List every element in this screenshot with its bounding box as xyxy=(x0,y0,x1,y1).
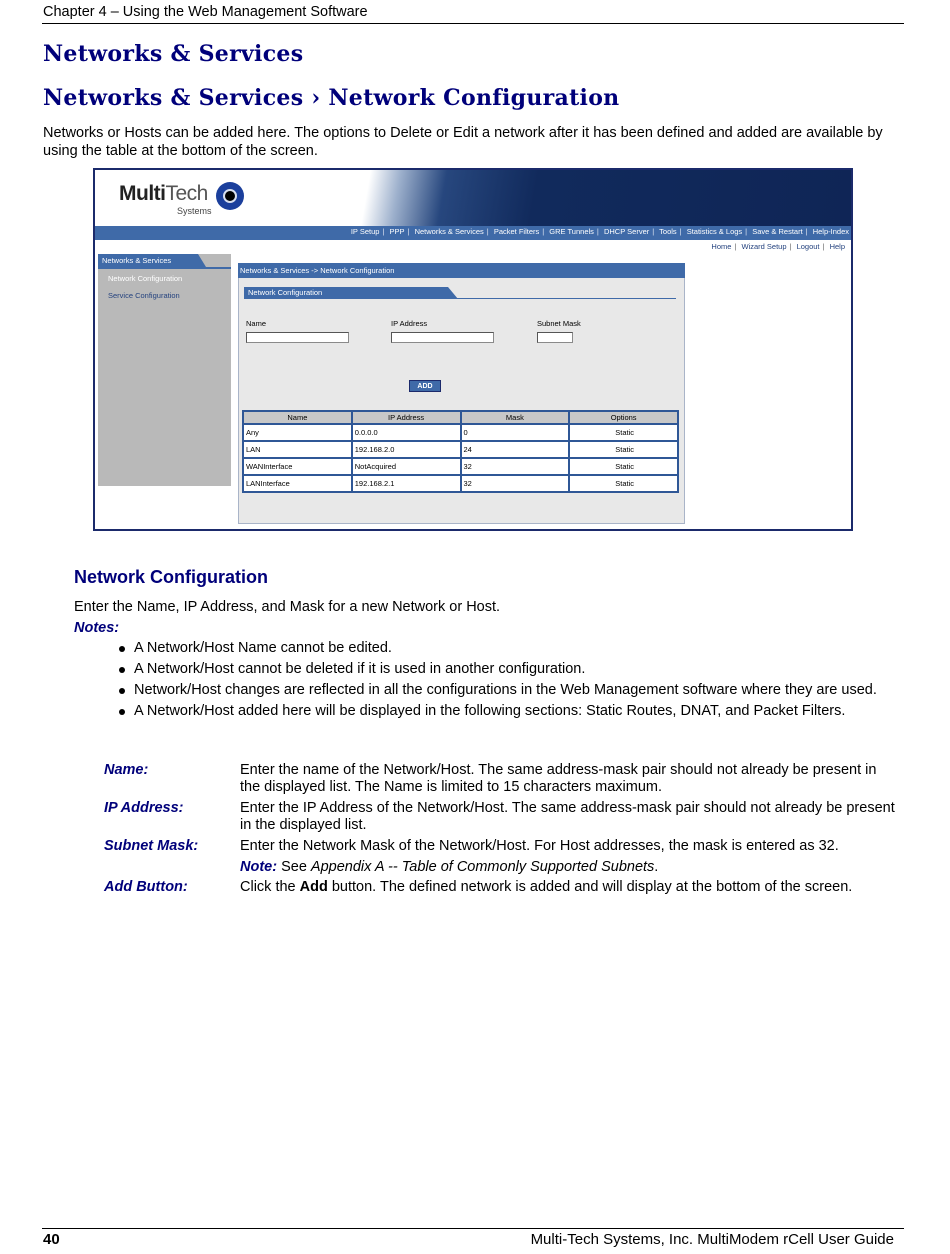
subnet-mask-input[interactable] xyxy=(537,332,573,343)
table-row xyxy=(243,458,678,475)
definition-name: Enter the name of the Network/Host. The same address-mask pair should not already be present in the displayed list. The Name is limited to 15 characters maximum. xyxy=(240,762,877,795)
sidebar-tab[interactable]: Networks & Services xyxy=(98,254,198,267)
sidebar xyxy=(98,254,231,486)
section-underline xyxy=(244,298,676,299)
term-subnet-mask: Subnet Mask: xyxy=(104,838,199,854)
cell-options[interactable]: Static xyxy=(569,475,678,492)
cell-name: LAN xyxy=(243,441,352,458)
page-heading: Networks & Services xyxy=(43,41,304,67)
term-add-button: Add Button: xyxy=(104,879,188,895)
name-input[interactable] xyxy=(246,332,349,343)
cell-mask: 0 xyxy=(461,424,570,441)
col-options-header: Options xyxy=(569,411,678,424)
cell-mask: 32 xyxy=(461,475,570,492)
logo: MultiTech xyxy=(119,182,208,205)
sidebar-divider xyxy=(98,267,231,269)
sidebar-tab-edge xyxy=(198,254,206,267)
footer-rule xyxy=(42,1228,904,1229)
logo-subtitle: Systems xyxy=(177,206,212,216)
subnav-home[interactable]: Home xyxy=(711,242,732,251)
sidebar-item-service-configuration[interactable]: Service Configuration xyxy=(108,291,180,300)
appendix-reference: Appendix A -- Table of Commonly Supported Subnets xyxy=(310,859,655,875)
nav-dhcp-server[interactable]: DHCP Server xyxy=(603,227,650,236)
app-banner xyxy=(95,170,851,226)
table-row xyxy=(243,441,678,458)
footer-title: Multi-Tech Systems, Inc. MultiModem rCell User Guide xyxy=(530,1231,894,1248)
panel-title: Networks & Services -> Network Configuration xyxy=(238,263,685,278)
add-button[interactable]: ADD xyxy=(409,380,441,392)
nav-save-restart[interactable]: Save & Restart xyxy=(752,227,803,236)
definition-subnet-mask: Enter the Network Mask of the Network/Host. For Host addresses, the mask is entered as 32. xyxy=(240,838,839,854)
col-mask-header: Mask xyxy=(461,411,570,424)
nav-ppp[interactable]: PPP xyxy=(389,227,405,236)
definition-ip-address: Enter the IP Address of the Network/Host. The same address-mask pair should not already be present in the displayed list. xyxy=(240,800,895,833)
list-item: A Network/Host cannot be deleted if it is used in another configuration. xyxy=(118,661,888,678)
sidebar-item-network-configuration[interactable]: Network Configuration xyxy=(108,274,183,283)
cell-ip: 192.168.2.1 xyxy=(352,475,461,492)
cell-ip: 192.168.2.0 xyxy=(352,441,461,458)
list-item: Network/Host changes are reflected in all the configurations in the Web Management software where they are used. xyxy=(118,682,888,699)
ip-address-input[interactable] xyxy=(391,332,494,343)
network-table xyxy=(242,410,679,493)
term-ip-address: IP Address: xyxy=(104,800,184,816)
page-number: 40 xyxy=(43,1231,60,1248)
notes-list xyxy=(118,640,888,724)
list-item: A Network/Host Name cannot be edited. xyxy=(118,640,888,657)
notes-label: Notes: xyxy=(74,620,120,636)
list-item: A Network/Host added here will be displayed in the following sections: Static Routes, DNAT, and Packet Filters. xyxy=(118,703,888,720)
cell-mask: 24 xyxy=(461,441,570,458)
network-configuration-title: Network Configuration xyxy=(74,567,268,587)
subnav-help[interactable]: Help xyxy=(829,242,845,251)
cell-options[interactable]: Static xyxy=(569,424,678,441)
subnav-logout[interactable]: Logout xyxy=(796,242,820,251)
intro-paragraph: Networks or Hosts can be added here. The options to Delete or Edit a network after it has been defined and added are available by using the table at the bottom of the screen. xyxy=(43,125,883,159)
table-header-row xyxy=(243,411,678,424)
col-ip-header: IP Address xyxy=(352,411,461,424)
nav-ip-setup[interactable]: IP Setup xyxy=(350,227,380,236)
nav-gre-tunnels[interactable]: GRE Tunnels xyxy=(549,227,594,236)
sub-nav: Home | Wizard Setup | Logout | Help xyxy=(711,242,845,251)
cell-ip: NotAcquired xyxy=(352,458,461,475)
cell-ip: 0.0.0.0 xyxy=(352,424,461,441)
ui-screenshot xyxy=(93,168,853,531)
bullet-icon xyxy=(119,709,125,715)
subnav-wizard-setup[interactable]: Wizard Setup xyxy=(741,242,787,251)
cell-name: WANInterface xyxy=(243,458,352,475)
bullet-icon xyxy=(119,646,125,652)
cell-options[interactable]: Static xyxy=(569,441,678,458)
subnet-mask-note: Note: See Appendix A -- Table of Commonly Supported Subnets. xyxy=(240,859,659,875)
cell-options[interactable]: Static xyxy=(569,458,678,475)
bullet-icon xyxy=(119,667,125,673)
ip-address-label: IP Address xyxy=(391,319,428,328)
term-name: Name: xyxy=(104,762,149,778)
running-header: Chapter 4 – Using the Web Management Software xyxy=(43,4,368,20)
logo-dot-icon xyxy=(223,189,237,203)
section-lead: Enter the Name, IP Address, and Mask for a new Network or Host. xyxy=(74,599,501,615)
table-row xyxy=(243,475,678,492)
nav-networks-services[interactable]: Networks & Services xyxy=(414,227,484,236)
col-name-header: Name xyxy=(243,411,352,424)
bullet-icon xyxy=(119,688,125,694)
table-row xyxy=(243,424,678,441)
section-heading: Networks & Services › Network Configuration xyxy=(43,85,620,111)
nav-tools[interactable]: Tools xyxy=(659,227,677,236)
nav-help-index[interactable]: Help-Index xyxy=(812,227,849,236)
nav-statistics-logs[interactable]: Statistics & Logs xyxy=(686,227,743,236)
subnet-mask-label: Subnet Mask xyxy=(537,319,581,328)
header-rule xyxy=(42,23,904,24)
definition-add-button: Click the Add button. The defined network is added and will display at the bottom of the screen. xyxy=(240,879,853,895)
cell-mask: 32 xyxy=(461,458,570,475)
cell-name: LANInterface xyxy=(243,475,352,492)
cell-name: Any xyxy=(243,424,352,441)
top-nav: IP Setup | PPP | Networks & Services | Packet Filters | GRE Tunnels | DHCP Server | Tools | Statistics & Logs | Save & Restart | Help-Index xyxy=(350,227,849,236)
section-tab: Network Configuration xyxy=(244,287,448,299)
nav-packet-filters[interactable]: Packet Filters xyxy=(493,227,540,236)
name-label: Name xyxy=(246,319,267,328)
